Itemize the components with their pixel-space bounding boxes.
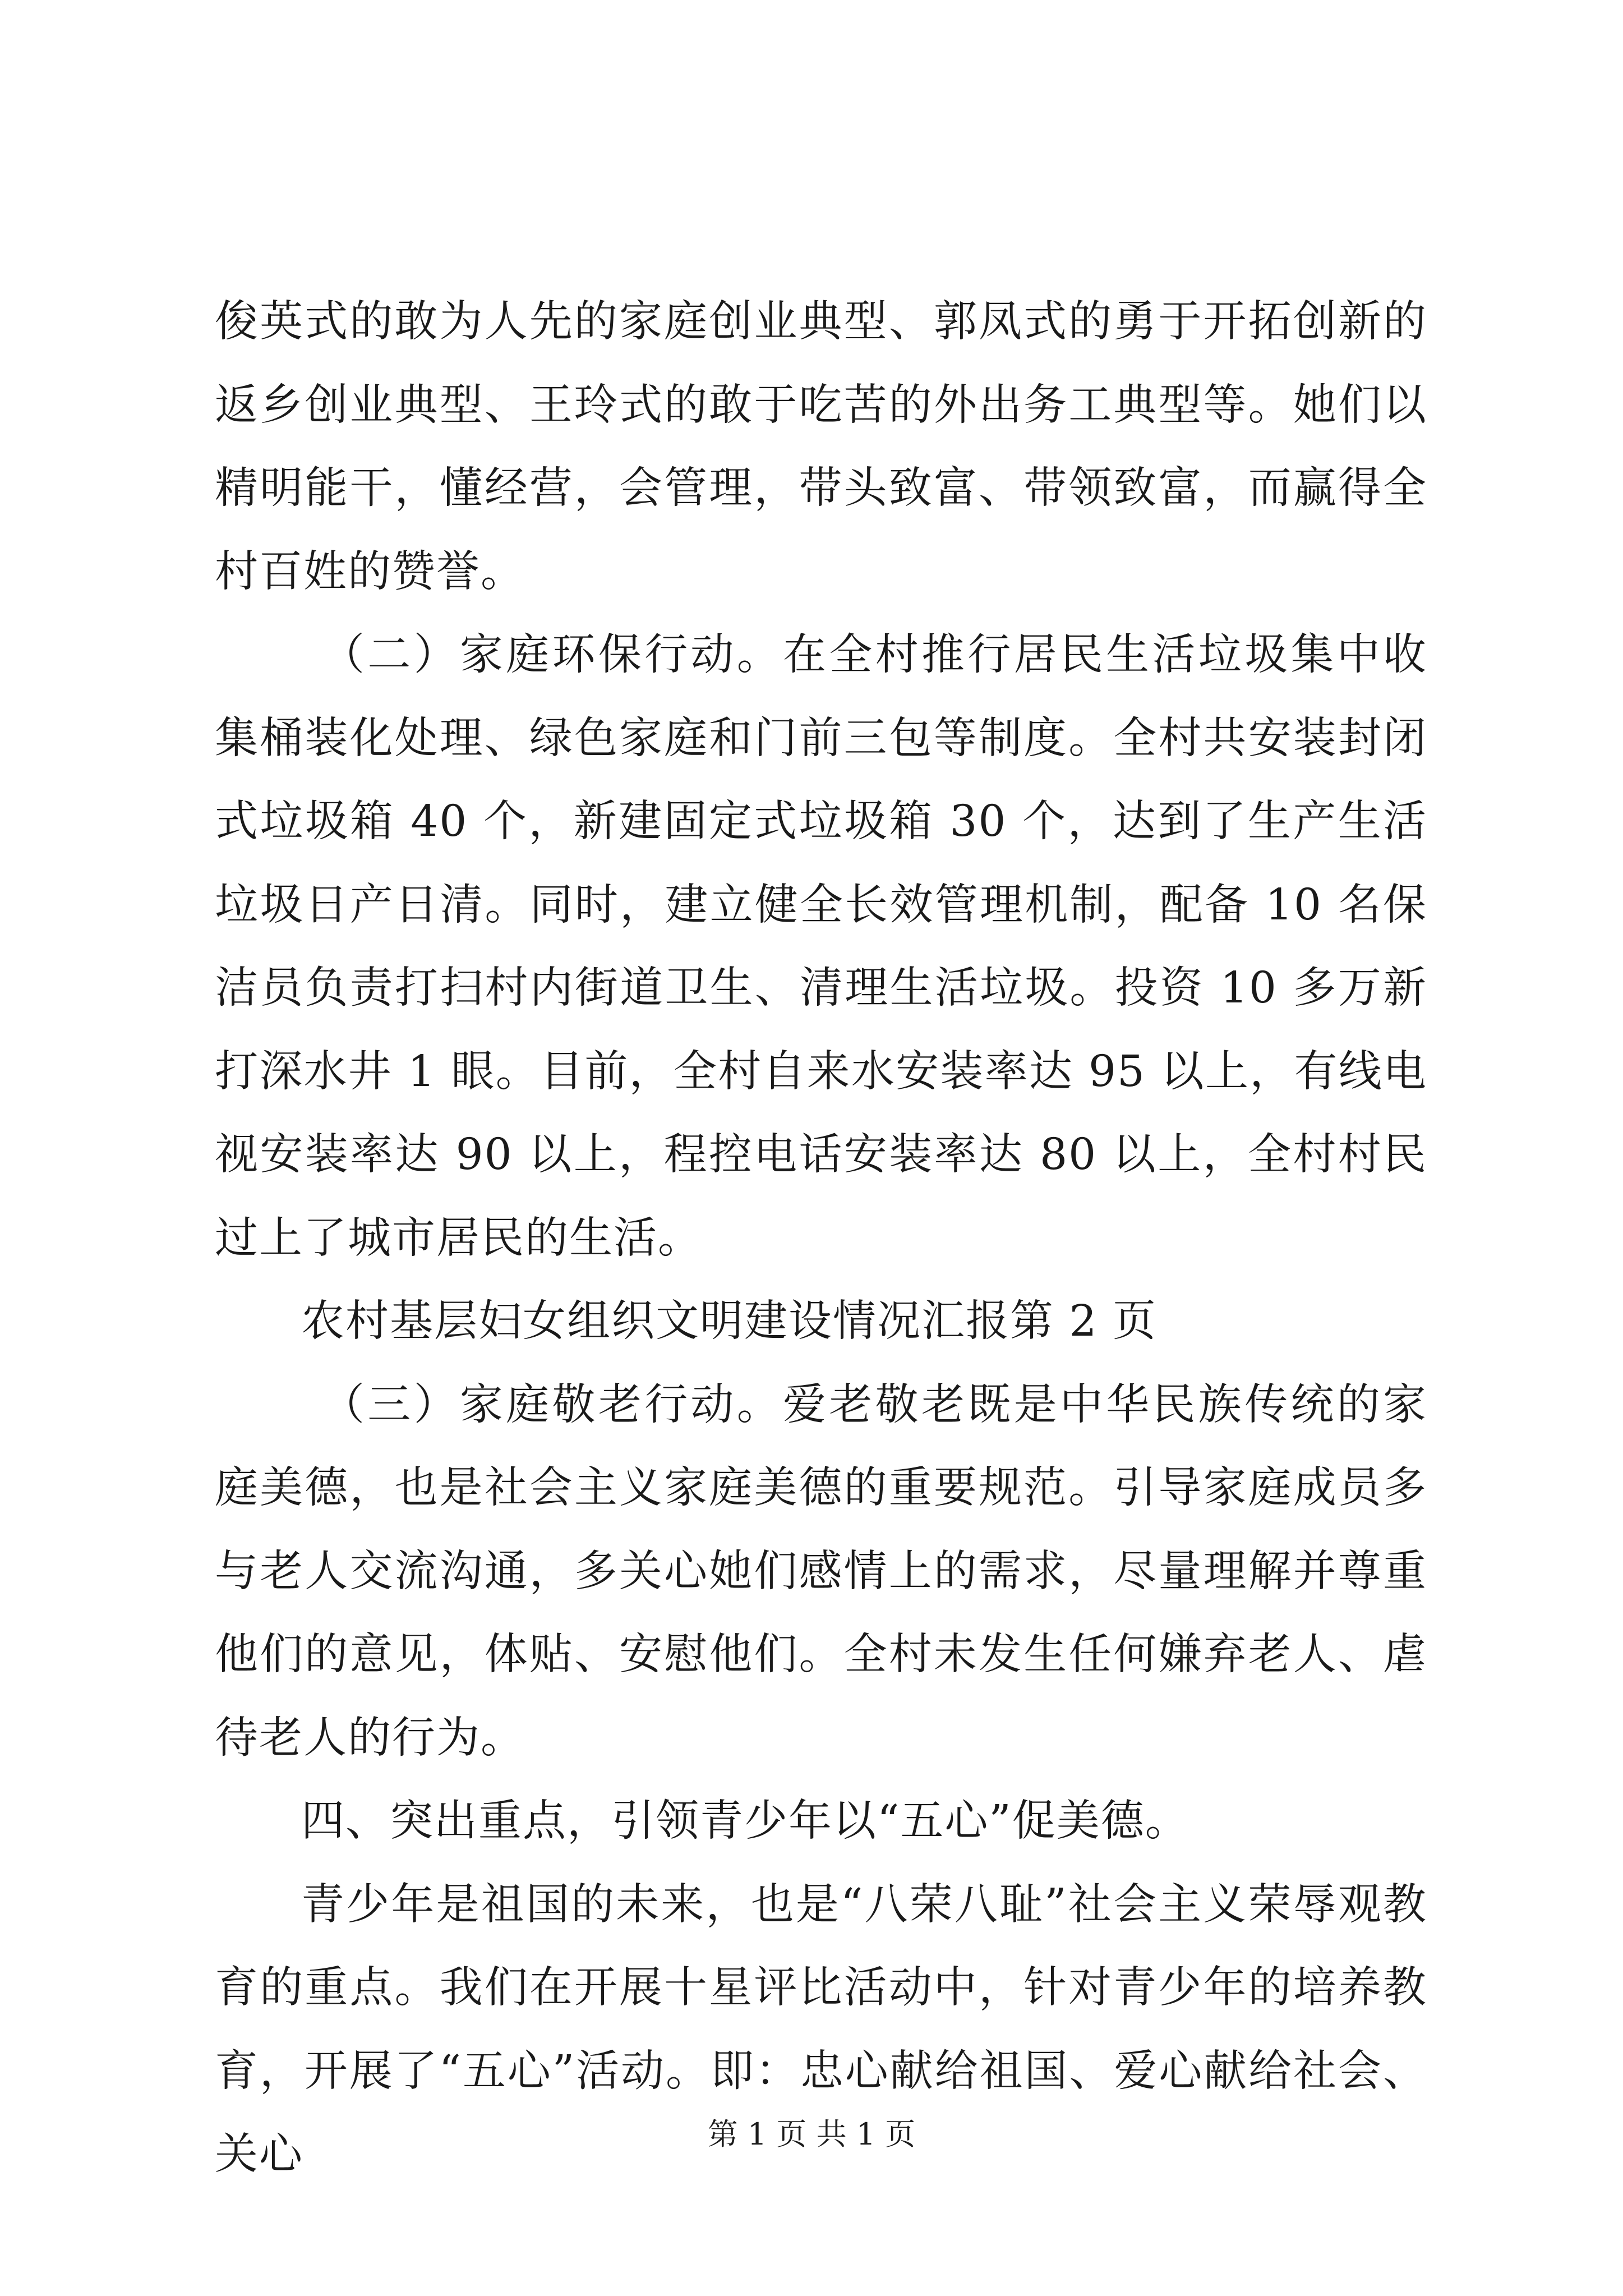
paragraph-youth: 青少年是祖国的未来，也是“八荣八耻”社会主义荣辱观教育的重点。我们在开展十星评比活动中，针对青少年的培养教育，开展了“五心”活动。即：忠心献给祖国、爱心献给社会、关心 [215, 1879, 1427, 2179]
running-header-line: 农村基层妇女组织文明建设情况汇报第 2 页 [301, 1296, 1157, 1346]
section-heading-four: 四、突出重点，引领青少年以“五心”促美德。 [301, 1796, 1189, 1846]
paragraph-environment-action: （二）家庭环保行动。在全村推行居民生活垃圾集中收集桶装化处理、绿色家庭和门前三包等制度。全村共安装封闭式垃圾箱 40 个，新建固定式垃圾箱 30 个，达到了生产生活垃圾日产日清。同时，建立健全长效管理机制，配备 10 名保洁员负责打扫村内街道卫生、清理生活垃圾。投资 10 多万新打深水井 1 眼。目前，全村自来水安装率达 95 以上，有线电视安装率达 90 以上，程控电话安装率达 80 以上，全村村民过上了城市居民的生活。 [215, 630, 1427, 1263]
document-body [215, 280, 1427, 2197]
paragraph-elder-respect-action: （三）家庭敬老行动。爱老敬老既是中华民族传统的家庭美德，也是社会主义家庭美德的重要规范。引导家庭成员多与老人交流沟通，多关心她们感情上的需求，尽量理解并尊重他们的意见，体贴、安慰他们。全村未发生任何嫌弃老人、虐待老人的行为。 [215, 1379, 1427, 1763]
paragraph-continuation: 俊英式的敢为人先的家庭创业典型、郭凤式的勇于开拓创新的返乡创业典型、王玲式的敢于吃苦的外出务工典型等。她们以精明能干，懂经营，会管理，带头致富、带领致富，而赢得全村百姓的赞誉。 [215, 297, 1427, 597]
page-footer: 第 1 页 共 1 页 [707, 2116, 916, 2152]
